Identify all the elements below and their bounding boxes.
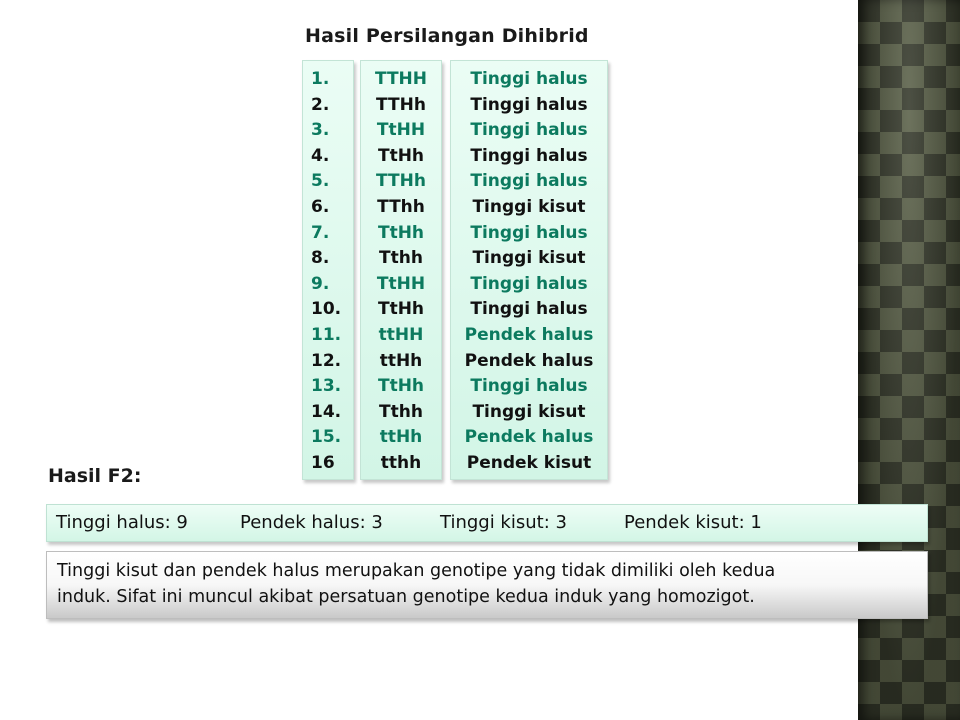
row-number: 6. [311,197,330,217]
row-number: 2. [311,94,330,115]
row-phenotype: Tinggi halus [470,273,588,294]
row-phenotype: Pendek kisut [466,453,592,473]
row-genotype: TTHh [376,171,426,192]
row-number: 9. [311,273,330,294]
row-genotype: ttHH [378,325,424,345]
row-genotype: TtHh [377,299,425,320]
row-genotype: tthh [380,453,422,473]
row-number: 3. [311,120,330,141]
row-number: 7. [311,222,330,243]
row-number: 5. [311,171,330,192]
row-phenotype: Tinggi halus [470,376,588,397]
row-phenotype: Tinggi halus [470,145,588,166]
row-genotype: TTHh [376,94,426,115]
phenotype-column [450,60,608,480]
row-genotype: ttHh [379,427,423,448]
row-number: 11. [311,325,342,345]
row-phenotype: Tinggi halus [470,171,588,192]
row-phenotype: Pendek halus [464,325,594,345]
row-genotype: Tthh [379,401,423,422]
row-number: 4. [311,145,330,166]
row-genotype: TThh [377,197,425,217]
f2-count-tinggi-kisut: Tinggi kisut: 3 [440,512,567,533]
row-phenotype: Tinggi kisut [472,197,586,217]
row-number: 8. [311,248,330,269]
f2-count-pendek-kisut: Pendek kisut: 1 [624,512,762,533]
row-phenotype: Tinggi halus [470,222,588,243]
number-column [302,60,354,480]
row-genotype: TtHH [376,273,426,294]
row-number: 1. [311,69,330,89]
row-number: 10. [311,299,342,320]
f2-count-tinggi-halus: Tinggi halus: 9 [56,512,188,533]
row-genotype: TtHh [377,376,425,397]
row-phenotype: Tinggi halus [470,120,588,141]
row-number: 16 [311,453,335,473]
row-number: 13. [311,376,342,397]
row-genotype: TtHh [377,145,425,166]
f2-summary-bar [46,504,928,542]
row-genotype: TtHH [376,120,426,141]
row-number: 12. [311,350,342,371]
explanation-note [46,551,928,619]
note-line-1: Tinggi kisut dan pendek halus merupakan genotipe yang tidak dimiliki oleh kedua [57,561,776,581]
row-genotype: ttHh [379,350,423,371]
row-phenotype: Tinggi halus [470,299,588,320]
f2-heading: Hasil F2: [48,465,142,487]
note-line-2: induk. Sifat ini muncul akibat persatuan genotipe kedua induk yang homozigot. [57,587,755,607]
row-number: 15. [311,427,342,448]
genotype-column [360,60,442,480]
row-genotype: TtHh [377,222,425,243]
row-genotype: TTHH [374,69,428,89]
row-genotype: Tthh [379,248,423,269]
row-phenotype: Pendek halus [464,350,594,371]
row-phenotype: Tinggi halus [470,94,588,115]
page-title: Hasil Persilangan Dihibrid [305,25,589,47]
row-phenotype: Pendek halus [464,427,594,448]
row-phenotype: Tinggi kisut [472,401,586,422]
row-phenotype: Tinggi kisut [472,248,586,269]
f2-count-pendek-halus: Pendek halus: 3 [240,512,383,533]
row-number: 14. [311,401,342,422]
row-phenotype: Tinggi halus [470,69,588,89]
